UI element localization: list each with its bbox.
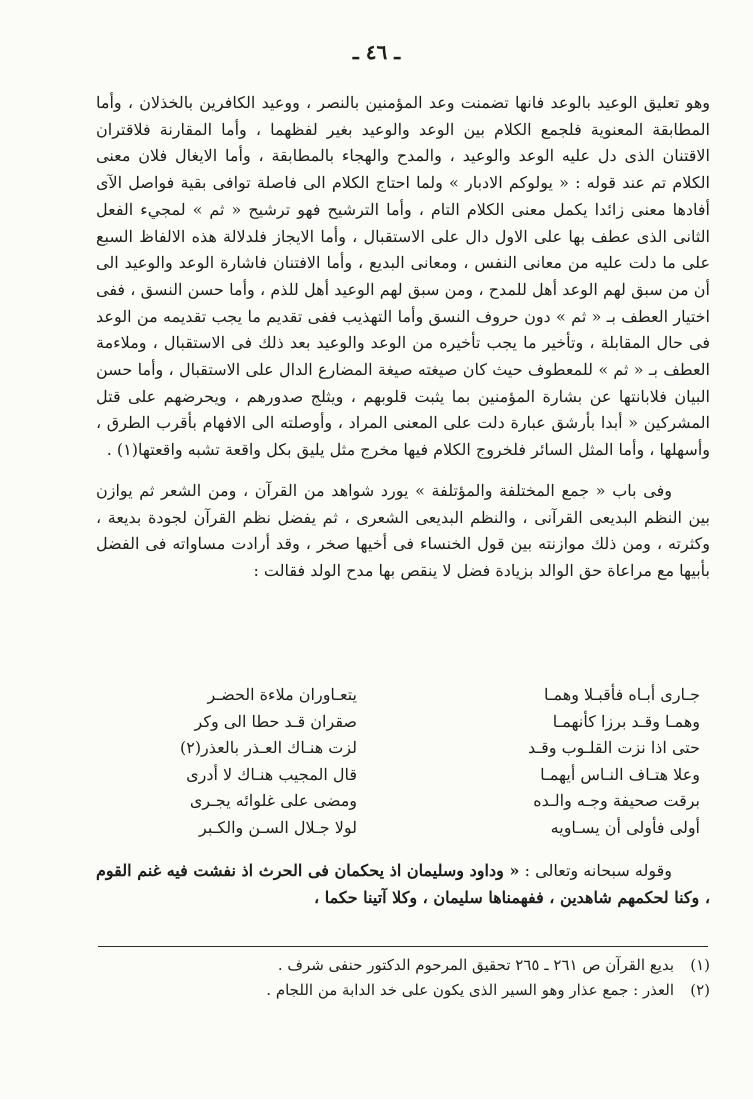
poem-verse (120, 788, 700, 815)
footnote-divider (98, 946, 708, 947)
verse-first-hemistich: وهمـا وقـد برزا كأنهمـا (552, 711, 700, 731)
poem-verse (120, 815, 700, 842)
verse-second-hemistich: لولا جـلال السـن والكـبر (199, 817, 357, 837)
verse-second-hemistich: يتعـاوران ملاءة الحضـر (207, 685, 357, 704)
footnote-text: بديع القرآن ص ٢٦١ ـ ٢٦٥ تحقيق المرحوم الدكتور حنفى شرف . (277, 956, 674, 974)
poem-verse (120, 709, 700, 736)
quran-verse-text: « وداود وسليمان اذ يحكمان فى الحرث اذ نفشت فيه غنم القوم ، وكنا لحكمهم شاهدين ، ففهمناها سليمان ، وكلا آتينا حكما ، (96, 861, 710, 907)
quran-intro-text: وقوله سبحانه وتعالى : (519, 861, 672, 880)
footnote-text: العذر : جمع عذار وهو السير الذى يكون على خد الدابة من اللجام . (266, 981, 674, 999)
footnotes (98, 953, 710, 1003)
verse-first-hemistich: حتى اذا نزت القلـوب وقـد (528, 738, 700, 758)
paragraph-2: وفى باب « جمع المختلفة والمؤتلفة » يورد شواهد من القرآن ، ومن الشعر ثم يوازن بين النظم البديعى القرآنى ، والنظم البديعى الشعرى ، ثم يفضل نظم القرآن لجودة بديعة ، وكثرته ، ومن ذلك موازنته بين قول الخنساء فى أخيها صخر ، وقد أرادت مساواته فى الفضل بأبيها مع مراعاة حق الوالد بزيادة فضل لا ينقص بها مدح الولد فقالت : (96, 480, 710, 580)
verse-first-hemistich: وعلا هتـاف النـاس أيهمـا (540, 764, 700, 784)
main-text (96, 90, 710, 585)
footnote (98, 953, 710, 978)
poem-verse (120, 682, 700, 709)
verse-second-hemistich: قال المجيب هنـاك لا أدرى (186, 764, 357, 784)
verse-first-hemistich: برقت صحيفة وجـه والـده (533, 791, 700, 811)
poem (120, 682, 700, 842)
footnote-number: (١) (690, 956, 710, 974)
verse-second-hemistich: صقران قـد حطا الى وكر (194, 711, 357, 731)
poem-verse (120, 762, 700, 789)
footnote-number: (٢) (690, 981, 710, 999)
verse-first-hemistich: جـارى أبـاه فأقبـلا وهمـا (543, 685, 700, 704)
verse-second-hemistich: ومضى على غلوائه يجـرى (189, 791, 357, 811)
paragraph-1: وهو تعليق الوعيد بالوعد فانها تضمنت وعد المؤمنين بالنصر ، ووعيد الكافرين بالخذلان ، وأما المطابقة المعنوية فلجمع الكلام بين الوعد والوعيد بغير لفظهما ، وأما المقارنة فلاقتران الاقتنان الذى دل عليه الوعد والوعيد ، والمدح والهجاء بالمطابقة ، وأما الايغال فلان معنى الكلام تم عند قوله : « يولوكم الادبار » ولما احتاج الكلام الى فاصلة توافى بقية فواصل الآى أفادها معنى زائدا يكمل معنى الكلام التام ، وأما الترشيح فهو ترشيح « ثم » لمجيء الفعل الثانى الذى عطف بها على الاول دال على الاستقبال ، وأما الايجاز فلدلالة هذه الالفاظ السبع على ما دلت عليه من معانى النفس ، ومعانى البديع ، وأما الافتنان فاشارة الوعد والوعيد الى أن من سبق لهم الوعد أهل للمدح ، ومن سبق لهم الوعيد أهل للذم ، وأما حسن النسق ، ففى اختيار العطف بـ « ثم » دون حروف النسق وأما التهذيب ففى تقديم ما يجب تقديمه من الوعد فى حال المقابلة ، وتأخير ما يجب تأخيره من الوعد والوعيد بعد ذلك فى الاستقبال ، وملاءمة العطف بـ « ثم » للمعطوف حيث كان صيغته صيغة المضارع الدال على الاستقبال ، وأما حسن البيان فلابانتها عن بشارة المؤمنين بما يثبت قلوبهم ، ويثلج صدورهم ، ويحرضهم على قتل المشركين « أبدا بأرشق عبارة دلت على المعنى المراد ، وأوصلته الى الافهام بأقرب الطرق ، وأسهلها ، وأما المثل السائر فلخروج الكلام فيها مخرج مثل يليق بكل واقعة تشبه واقعتها(١) . (96, 93, 710, 460)
verse-second-hemistich: لزت هنـاك العـذر بالعذر(٢) (179, 738, 357, 758)
footnote (98, 978, 710, 1003)
poem-verse (120, 735, 700, 762)
page-number: ـ ٤٦ ـ (352, 40, 401, 64)
quran-citation (96, 858, 710, 911)
verse-first-hemistich: أولى فأولى أن يسـاويه (550, 817, 700, 837)
